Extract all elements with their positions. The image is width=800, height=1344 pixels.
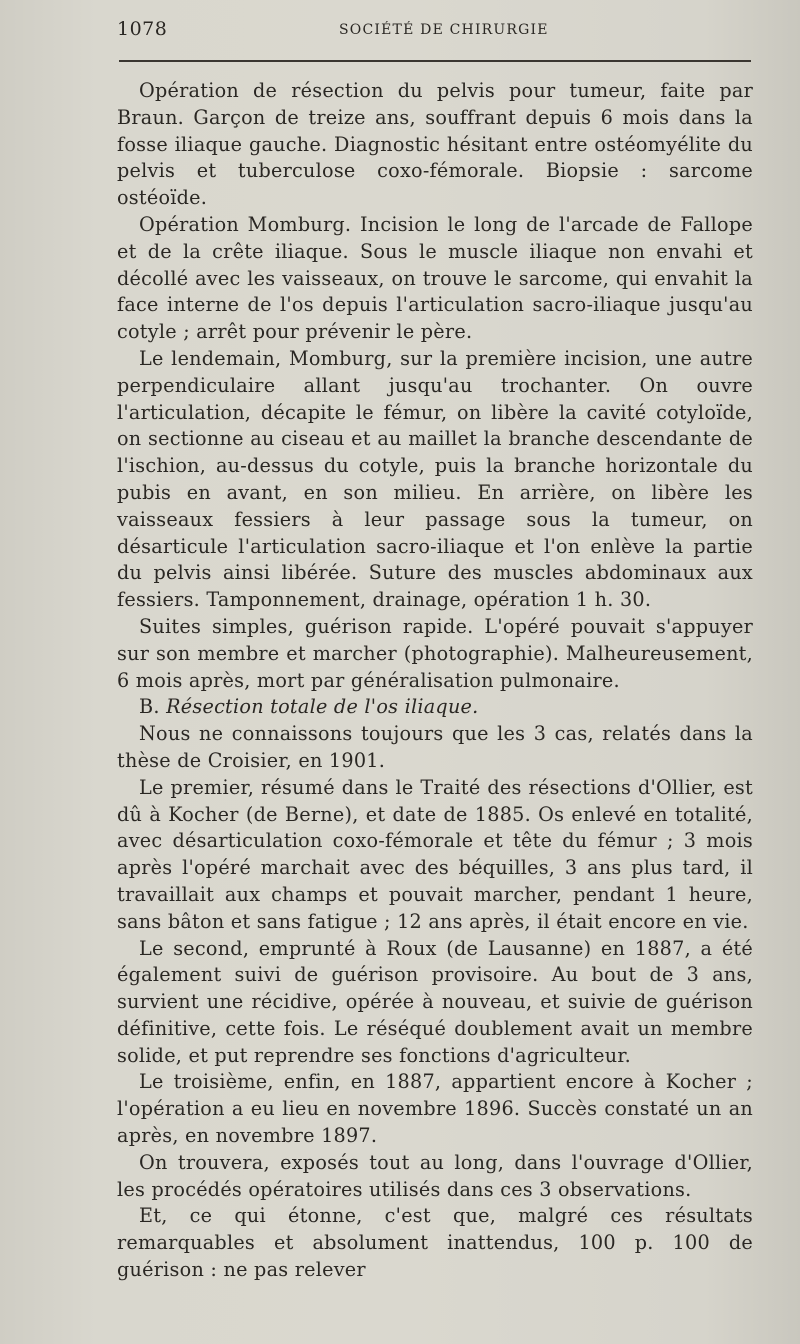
body-text (117, 78, 753, 1284)
paragraph-next-day: Le lendemain, Momburg, sur la première incision, une autre perpendiculaire allant jusqu'au trochanter. On ouvre l'articulation, décapite le fémur, on libère la cavité cotyloïde, on sectionne au ciseau et au maillet la branche descendante de l'ischion, au-dessus du cotyle, puis la branche horizontale du pubis en avant, en son milieu. En arrière, on libère les vaisseaux fessiers à leur passage sous la tumeur, on désarticule l'articulation sacro-iliaque et l'on enlève la partie du pelvis ainsi libérée. Suture des muscles abdominaux aux fessiers. Tamponnement, drainage, opération 1 h. 30. (117, 346, 753, 612)
paragraph-second-case: Le second, emprunté à Roux (de Lausanne) en 1887, a été également suivi de guérison provisoire. Au bout de 3 ans, survient une récidive, opérée à nouveau, et suivie de guérison définitive, cette fois. Le réséqué doublement avait un membre solide, et put reprendre ses fonctions d'agriculteur. (117, 936, 753, 1067)
header-rule (119, 60, 751, 62)
paragraph-momburg-operation: Opération Momburg. Incision le long de l'arcade de Fallope et de la crête iliaque. Sous le muscle iliaque non envahi et décollé avec les vaisseaux, on trouve le sarcome, qui envahit la face interne de l'os depuis l'articulation sacro-iliaque jusqu'au cotyle ; arrêt pour prévenir le père. (117, 212, 753, 344)
paragraph-third-case: Le troisième, enfin, en 1887, appartient encore à Kocher ; l'opération a eu lieu en novembre 1896. Succès constaté un an après, en novembre 1897. (117, 1070, 753, 1148)
paragraph-first-case: Le premier, résumé dans le Traité des résections d'Ollier, est dû à Kocher (de Berne), et date de 1885. Os enlevé en totalité, avec désarticulation coxo-fémorale et tête du fémur ; 3 mois après l'opéré marchait avec des béquilles, 3 ans plus tard, il travaillait aux champs et pouvait marcher, pendant 1 heure, sans bâton et sans fatigue ; 12 ans après, il était encore en vie. (117, 775, 753, 933)
section-heading (117, 694, 753, 721)
paragraph-three-cases: Nous ne connaissons toujours que les 3 cas, relatés dans la thèse de Croisier, en 1901. (117, 722, 753, 772)
paragraph-braun-case: Opération de résection du pelvis pour tumeur, faite par Braun. Garçon de treize ans, souffrant depuis 6 mois dans la fosse iliaque gauche. Diagnostic hésitant entre ostéomyélite du pelvis et tuberculose coxo-fémorale. Biopsie : sarcome ostéoïde. (117, 79, 753, 210)
paragraph-procedures: On trouvera, exposés tout au long, dans l'ouvrage d'Ollier, les procédés opératoires utilisés dans ces 3 observations. (117, 1150, 753, 1201)
page-number: 1078 (117, 18, 168, 40)
page-header (117, 18, 752, 44)
section-title: Résection totale de l'os iliaque. (166, 695, 479, 719)
paragraph-conclusion: Et, ce qui étonne, c'est que, malgré ces résultats remarquables et absolument inattendus, 100 p. 100 de guérison : ne pas relever (117, 1204, 753, 1282)
section-letter: B. (139, 695, 160, 719)
running-title: SOCIÉTÉ DE CHIRURGIE (339, 22, 549, 38)
paragraph-outcome: Suites simples, guérison rapide. L'opéré pouvait s'appuyer sur son membre et marcher (photographie). Malheureusement, 6 mois après, mort par généralisation pulmonaire. (117, 614, 753, 692)
